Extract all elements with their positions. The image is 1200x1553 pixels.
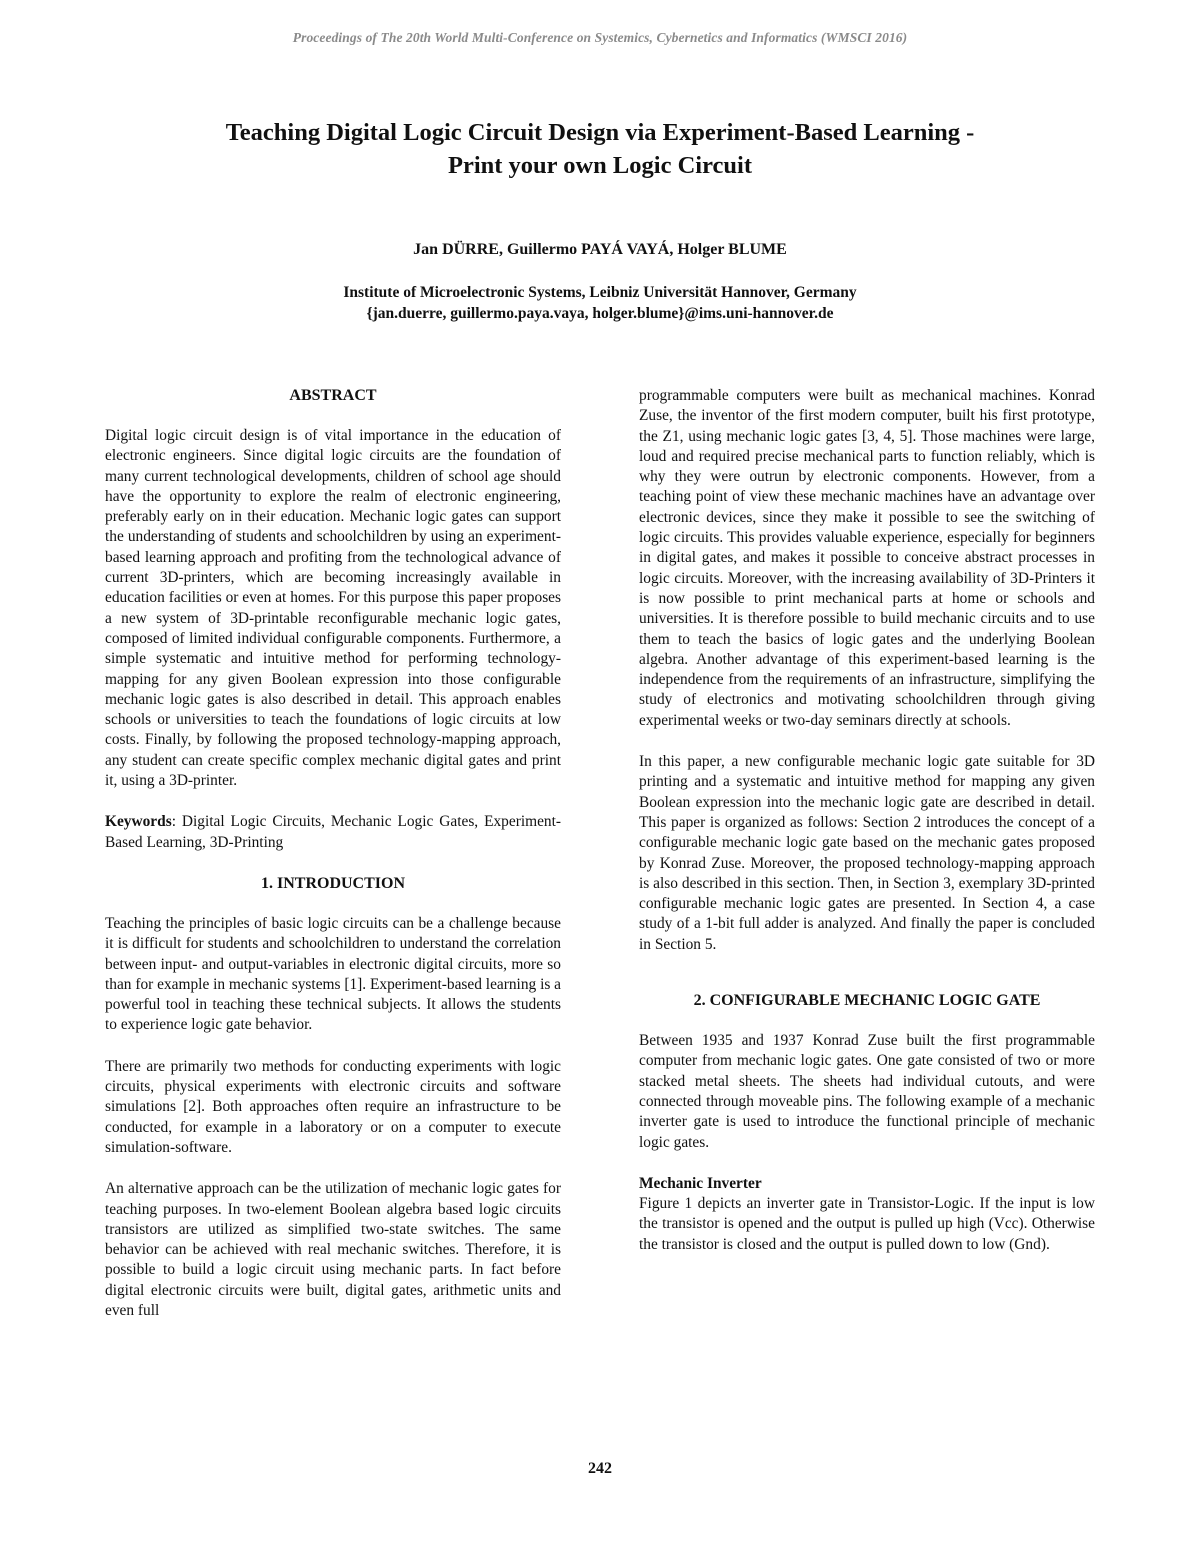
affiliation-emails: {jan.duerre, guillermo.paya.vaya, holger.blume}@ims.uni-hannover.de	[366, 304, 834, 322]
keywords-label: Keywords	[105, 813, 172, 831]
affiliation-institute: Institute of Microelectronic Systems, Leibniz Universität Hannover, Germany	[343, 284, 857, 301]
abstract-heading: ABSTRACT	[289, 387, 377, 404]
keywords-text: : Digital Logic Circuits, Mechanic Logic Gates, Experiment-Based Learning, 3D-Printing	[105, 813, 561, 851]
abstract-text: Digital logic circuit design is of vital importance in the education of electronic engineers. Since digital logic circuits are the foundation of many current technological developments, children of school age should have the opportunity to explore the realm of electronic engineering, preferably early on in their education. Mechanic logic gates can support the understanding of students and schoolchildren by using an experiment-based learning approach and profiting from the technological advance of current 3D-printers, which are becoming increasingly available in education facilities or even at homes. For this purpose this paper proposes a new system of 3D-printable reconfigurable mechanic logic gates, composed of limited individual configurable components. Furthermore, a simple systematic and intuitive method for performing technology-mapping for any given Boolean expression into those configurable mechanic logic gates is also described in detail. This approach enables schools or universities to teach the foundations of logic circuits at low costs. Finally, by following the proposed technology-mapping approach, any student can create specific complex mechanic digital gates and print it, using a 3D-printer.	[105, 427, 561, 790]
left-column	[105, 386, 561, 1321]
intro-paragraph-3-continued: programmable computers were built as mechanical machines. Konrad Zuse, the inventor of the first modern computer, built his first prototype, the Z1, using mechanic logic gates [3, 4, 5]. Those machines were large, loud and required precise mechanical parts to function reliably, which is why they were outrun by electronic components. However, from a teaching point of view these mechanic machines have an advantage over electronic devices, since they make it possible to see the switching of logic circuits. This provides valuable experience, especially for beginners in digital gates, and makes it possible to conceive abstract processes in logic circuits. Moreover, with the increasing availability of 3D-Printers it is now possible to print mechanical parts at home or schools and universities. It is therefore possible to build mechanic circuits and to use them to teach the basics of logic gates and the underlying Boolean algebra. Another advantage of this experiment-based learning is the independence from the requirements of an infrastructure, simplifying the study of electronics and motivating schoolchildren through giving experimental weeks or two-day seminars directly at schools.	[639, 387, 1095, 729]
keywords	[105, 812, 561, 853]
intro-paragraph-4: In this paper, a new configurable mechanic logic gate suitable for 3D printing and a systematic and intuitive method for mapping any given Boolean expression into the mechanic logic gate are described in detail. This paper is organized as follows: Section 2 introduces the concept of a configurable mechanic logic gate based on the mechanic gates proposed by Konrad Zuse. Moreover, the proposed technology-mapping approach is also described in this section. Then, in Section 3, exemplary 3D-printed configurable mechanic logic gates are presented. In Section 4, a case study of a 1-bit full adder is analyzed. And finally the paper is concluded in Section 5.	[639, 753, 1095, 953]
authors: Jan DÜRRE, Guillermo PAYÁ VAYÁ, Holger BLUME	[413, 241, 787, 258]
intro-paragraph-3: An alternative approach can be the utilization of mechanic logic gates for teaching purposes. In two-element Boolean algebra based logic circuits transistors are utilized as simplified two-state switches. The same behavior can be achieved with real mechanic switches. Therefore, it is possible to build a logic circuit using mechanic parts. In fact before digital electronic circuits were built, digital gates, arithmetic units and even full	[105, 1180, 561, 1319]
mechanic-inverter-heading: Mechanic Inverter	[639, 1174, 762, 1192]
title-line-1: Teaching Digital Logic Circuit Design via Experiment-Based Learning -	[225, 119, 975, 146]
page-number: 242	[588, 1460, 612, 1477]
title-line-2: Print your own Logic Circuit	[448, 152, 752, 179]
intro-paragraph-1: Teaching the principles of basic logic circuits can be a challenge because it is difficult for students and schoolchildren to understand the correlation between input- and output-variables in electronic digital circuits, more so than for example in mechanic systems [1]. Experiment-based learning is a powerful tool in teaching these technical subjects. It allows the students to experience logic gate behavior.	[105, 914, 562, 1034]
affiliation	[0, 283, 1200, 324]
intro-heading: 1. INTRODUCTION	[260, 874, 405, 892]
intro-paragraph-2: There are primarily two methods for conducting experiments with logic circuits, physical experiments with electronic circuits and software simulations [2]. Both approaches often require an infrastructure to be conducted, for example in a laboratory or on a computer to execute simulation-software.	[105, 1057, 561, 1156]
section2-heading: 2. CONFIGURABLE MECHANIC LOGIC GATE	[693, 992, 1041, 1010]
section2-paragraph-1: Between 1935 and 1937 Konrad Zuse built the first programmable computer from mechanic logic gates. One gate consisted of two or more stacked metal sheets. The sheets had individual cutouts, and were connected through moveable pins. The following example of a mechanic inverter gate is used to introduce the functional principle of mechanic logic gates.	[639, 1032, 1095, 1151]
right-column	[639, 386, 1095, 1255]
section2-paragraph-2: Figure 1 depicts an inverter gate in Transistor-Logic. If the input is low the transistor is opened and the output is pulled up high (Vcc). Otherwise the transistor is closed and the output is pulled down to low (Gnd).	[639, 1195, 1095, 1253]
paper-title	[100, 116, 1100, 182]
running-head: Proceedings of The 20th World Multi-Conference on Systemics, Cybernetics and Informatics (WMSCI 2016)	[292, 30, 908, 45]
